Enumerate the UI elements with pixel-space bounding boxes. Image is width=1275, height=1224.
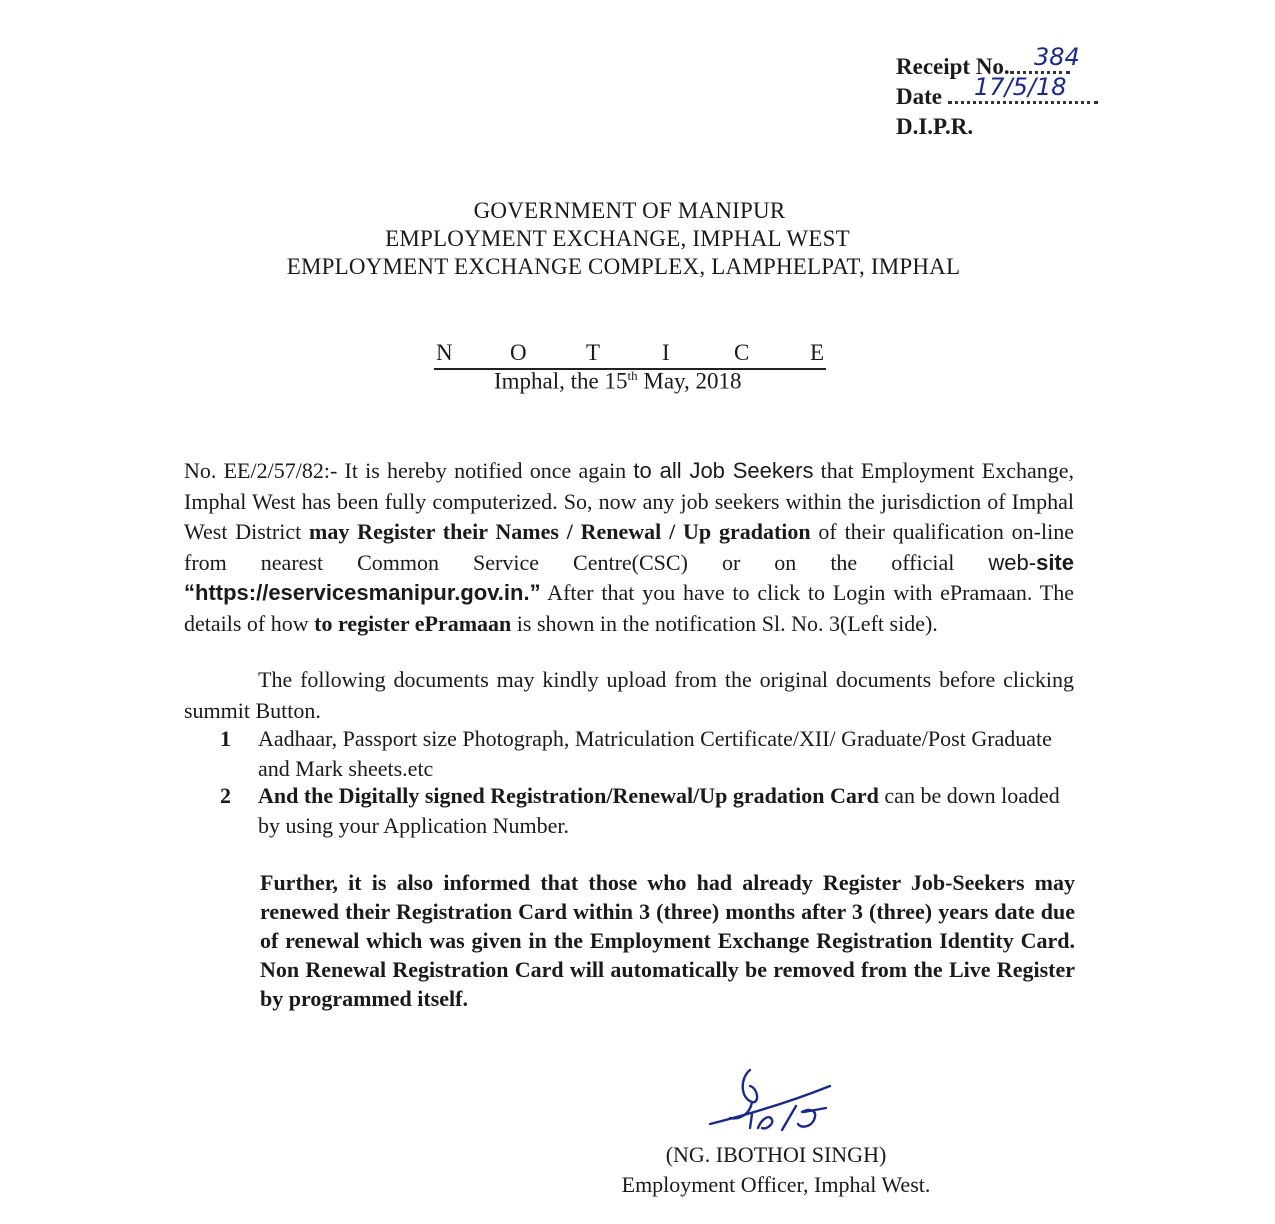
receipt-stamp [896, 43, 1136, 142]
para-emphasis: to all Job Seekers [633, 458, 814, 483]
notice-paragraph-documents [184, 665, 1074, 726]
notice-letter: E [810, 340, 825, 365]
list-number: 1 [220, 726, 231, 751]
para-text: No. EE/2/57/82:- It is hereby notified once again [184, 458, 634, 483]
notice-date [494, 368, 742, 395]
signatory-name: (NG. IBOTHOI SINGH) [665, 1142, 887, 1167]
header-exchange: EMPLOYMENT EXCHANGE, IMPHAL WEST [385, 226, 850, 251]
para-emphasis: web- [988, 549, 1037, 575]
notice-letter: I [662, 340, 670, 365]
notice-letter: T [586, 340, 601, 365]
list-item [220, 724, 1080, 783]
para-bold: to register ePramaan [314, 610, 512, 636]
para-text: that Employment Exchange, Imphal West has been fully computerized. So, now any job seekers within the jurisdiction of Imphal West District [184, 458, 1075, 544]
receipt-date-line [896, 73, 1136, 112]
notice-paragraph-main [184, 456, 1074, 639]
handwritten-signature [700, 1058, 850, 1138]
further-notice-paragraph: Further, it is also informed that those who had already Register Job-Seekers may renewed their Registration Card within 3 (three) months after 3 (three) years date due of renewal which was given in the Employment Exchange Registration Identity Card. Non Renewal Registration Card will automatically be removed from the Live Register by programmed itself. [260, 870, 1075, 1011]
list-number: 2 [220, 783, 231, 808]
receipt-office: D.I.P.R. [896, 114, 974, 139]
list-bold-text: And the Digitally signed Registration/Renewal/Up gradation Card [258, 783, 879, 808]
notice-title [434, 340, 826, 370]
receipt-date-handwritten: 17/5/18 [974, 73, 1067, 101]
list-text: Aadhaar, Passport size Photograph, Matriculation Certificate/XII/ Graduate/Post Graduate and Mark sheets.etc [258, 726, 1052, 781]
para-text: of their qualification on-line from nearest Common Service Centre(CSC) or on the official [184, 519, 1074, 575]
receipt-label: Receipt No. [896, 54, 1010, 79]
date-month-year: May, 2018 [637, 368, 742, 394]
notice-letter: O [510, 340, 527, 365]
para-text: After that you have to click to Login with ePramaan. The details of how [184, 580, 1074, 636]
date-suffix-sup: th [627, 368, 638, 383]
list-item [220, 781, 1080, 840]
signatory-block [596, 1140, 956, 1200]
header-government: GOVERNMENT OF MANIPUR [473, 198, 786, 223]
receipt-number-handwritten: 384 [1034, 43, 1080, 71]
para-bold: may Register their Names / Renewal / Up gradation [309, 519, 811, 544]
list-item-2 [220, 781, 1080, 840]
para-text: is shown in the notification Sl. No. 3(Left side). [511, 610, 938, 636]
signatory-designation: Employment Officer, Imphal West. [621, 1172, 931, 1197]
date-prefix: Imphal, the 15 [494, 368, 628, 394]
header-address: EMPLOYMENT EXCHANGE COMPLEX, LAMPHELPAT, IMPHAL [286, 254, 961, 279]
website-url: site “https://eservicesmanipur.gov.in.” [184, 549, 1074, 605]
para-text: The following documents may kindly upload from the original documents before clicking summit Button. [184, 667, 1074, 723]
notice-letter: N [436, 340, 453, 365]
list-item-1 [220, 724, 1080, 783]
list-text: can be down loaded by using your Application Number. [258, 783, 1060, 838]
receipt-date-label: Date [896, 84, 942, 109]
notice-letter: C [734, 340, 750, 365]
